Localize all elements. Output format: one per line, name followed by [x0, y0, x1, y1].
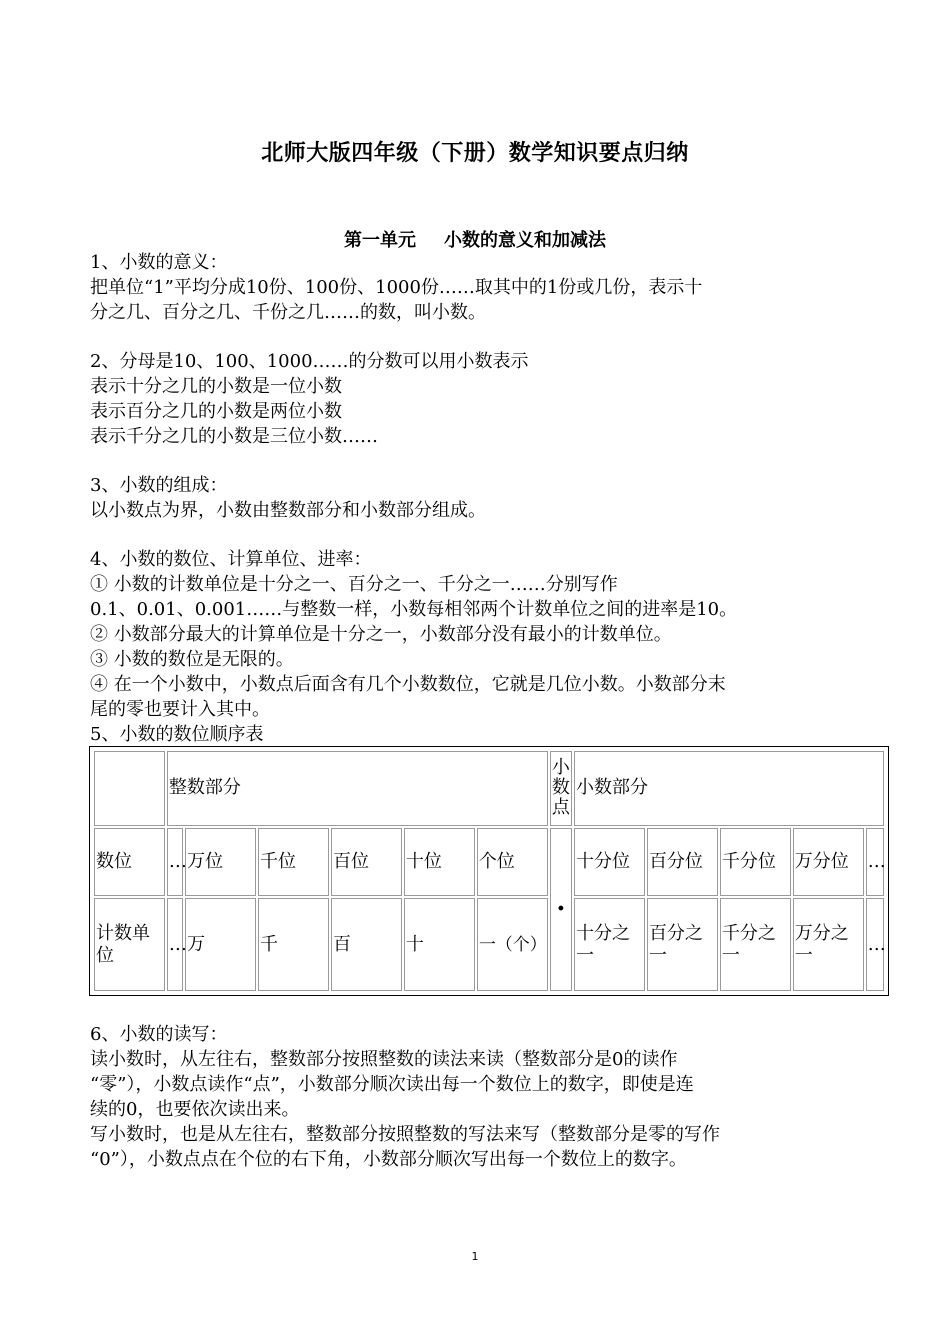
section-6-heading: 6、小数的读写：: [90, 1024, 228, 1045]
ellipsis-cell: …: [866, 828, 884, 897]
place-cell: 千位: [258, 828, 329, 897]
section-6-line: “0”），小数点点在个位的右下角，小数部分顺次写出每一个数位上的数字。: [90, 1149, 687, 1170]
place-cell: 千分位: [720, 828, 791, 897]
section-2-heading: 2、分母是10、100、1000……的分数可以用小数表示: [90, 351, 529, 372]
section-4-line: ③ 小数的数位是无限的。: [90, 649, 294, 670]
place-cell: 百位: [331, 828, 402, 897]
section-2-line: 表示百分之几的小数是两位小数: [90, 401, 342, 422]
row-label-places: 数位: [94, 828, 165, 897]
unit-cell: 一（个）: [477, 898, 548, 991]
unit-cell: 百: [331, 898, 402, 991]
place-cell: 十位: [404, 828, 475, 897]
page-number: 1: [471, 1250, 479, 1263]
decimal-part-header: 小数部分: [574, 751, 884, 826]
ellipsis-cell: …: [167, 898, 183, 991]
unit-cell: 万: [185, 898, 256, 991]
section-6-line: 续的0，也要依次读出来。: [90, 1099, 300, 1120]
unit-cell: 千: [258, 898, 329, 991]
section-5-heading: 5、小数的数位顺序表: [90, 724, 264, 745]
body-upper: [90, 250, 870, 747]
place-cell: 万分位: [793, 828, 864, 897]
section-2-line: 表示千分之几的小数是三位小数……: [90, 426, 378, 447]
section-4-line: ④ 在一个小数中，小数点后面含有几个小数数位，它就是几位小数。小数部分末: [90, 674, 726, 695]
table-header-row: [94, 751, 884, 826]
place-value-grid: [92, 749, 886, 993]
section-4-heading: 4、小数的数位、计算单位、进率：: [90, 549, 372, 570]
decimal-point-symbol: ·: [550, 828, 572, 991]
section-3-heading: 3、小数的组成：: [90, 475, 228, 496]
section-4-line: ① 小数的计数单位是十分之一、百分之一、千分之一……分别写作: [90, 574, 618, 595]
section-4-line: 尾的零也要计入其中。: [90, 699, 270, 720]
table-row-units: [94, 898, 884, 991]
table-row-places: [94, 828, 884, 897]
place-cell: 万位: [185, 828, 256, 897]
body-lower: [90, 1022, 870, 1172]
section-4-line: ② 小数部分最大的计算单位是十分之一，小数部分没有最小的计数单位。: [90, 624, 672, 645]
place-cell: 百分位: [647, 828, 718, 897]
section-3-line: 以小数点为界，小数由整数部分和小数部分组成。: [90, 500, 486, 521]
ellipsis-cell: …: [167, 828, 183, 897]
unit-cell: 十分之一: [574, 898, 645, 991]
unit-name: 小数的意义和加减法: [444, 230, 606, 251]
unit-cell: 万分之一: [793, 898, 864, 991]
unit-cell: 千分之一: [720, 898, 791, 991]
place-cell: 十分位: [574, 828, 645, 897]
section-6-line: 读小数时，从左往右，整数部分按照整数的读法来读（整数部分是0的读作: [90, 1049, 678, 1070]
row-label-units: 计数单位: [94, 898, 165, 991]
section-1-heading: 1、小数的意义：: [90, 252, 228, 273]
section-2-line: 表示十分之几的小数是一位小数: [90, 376, 342, 397]
decimal-point-header: 小数点: [550, 751, 572, 826]
unit-cell: 十: [404, 898, 475, 991]
place-value-table: [89, 746, 889, 996]
section-1-line: 分之几、百分之几、千份之几……的数，叫小数。: [90, 302, 486, 323]
table-corner-cell: [94, 751, 165, 826]
unit-label: 第一单元: [344, 230, 416, 251]
section-1-line: 把单位“1”平均分成10份、100份、1000份……取其中的1份或几份，表示十: [90, 277, 703, 298]
section-6-line: “零”），小数点读作“点”，小数部分顺次读出每一个数位上的数字，即使是连: [90, 1074, 694, 1095]
unit-title: [0, 226, 950, 252]
ellipsis-cell: …: [866, 898, 884, 991]
integer-part-header: 整数部分: [167, 751, 548, 826]
document-title: 北师大版四年级（下册）数学知识要点归纳: [261, 140, 689, 166]
unit-cell: 百分之一: [647, 898, 718, 991]
section-4-line: 0.1、0.01、0.001……与整数一样，小数每相邻两个计数单位之间的进率是10。: [90, 599, 738, 620]
section-6-line: 写小数时，也是从左往右，整数部分按照整数的写法来写（整数部分是零的写作: [90, 1124, 720, 1145]
place-cell: 个位: [477, 828, 548, 897]
